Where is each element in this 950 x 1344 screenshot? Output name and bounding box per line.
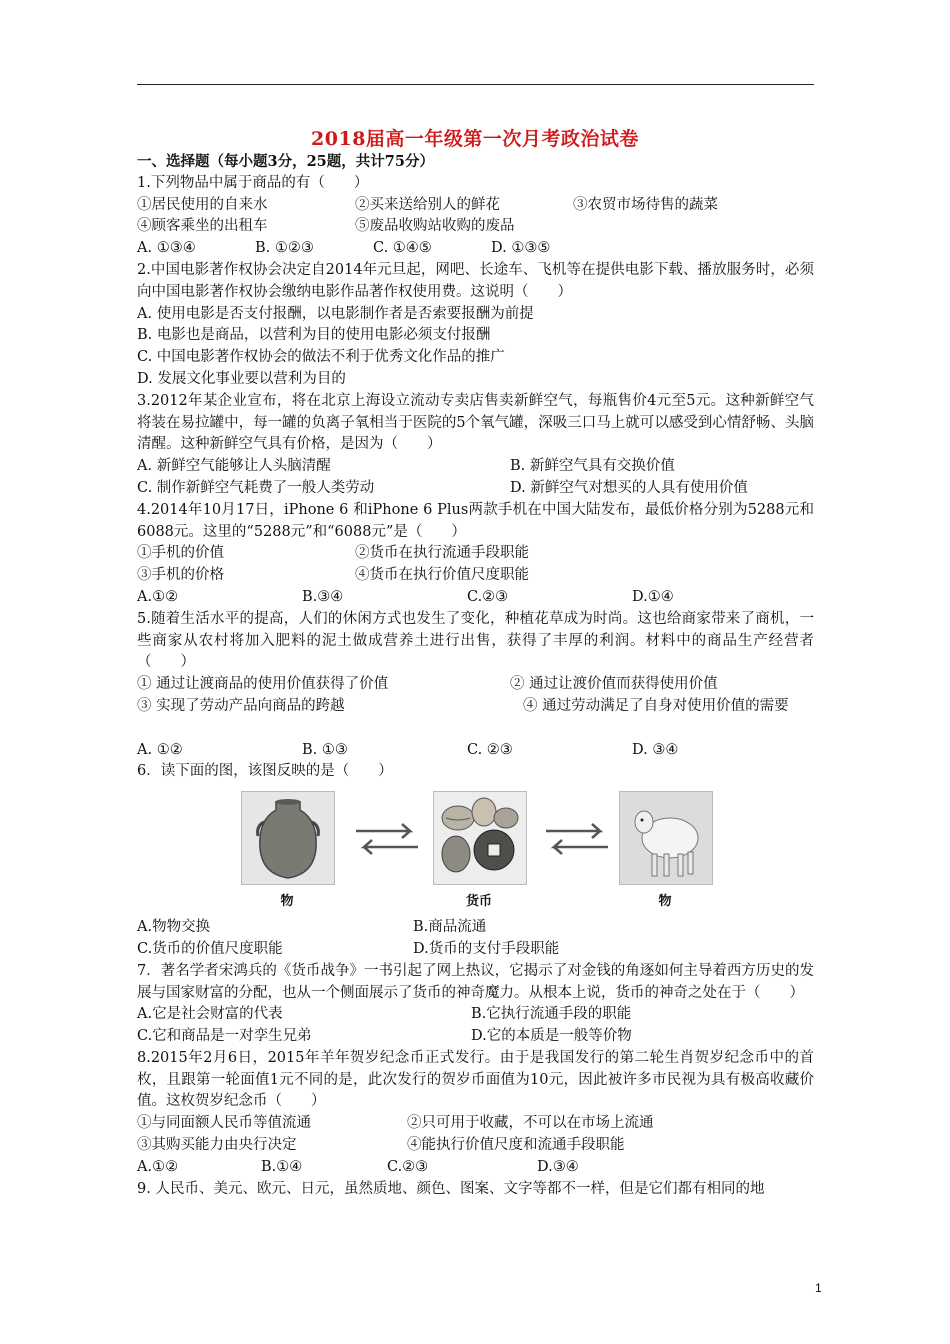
q8-answer-c: C.②③: [387, 1158, 429, 1175]
q1-option-4: ④顾客乘坐的出租车: [137, 218, 268, 235]
q1-options-row1: [137, 195, 814, 217]
q8-answer-d: D.③④: [537, 1158, 579, 1175]
q5-option-2: ② 通过让渡价值而获得使用价值: [510, 676, 718, 693]
jar-icon: [242, 792, 334, 884]
q5-option-3: ③ 实现了劳动产品向商品的跨越: [137, 697, 345, 714]
q7-answer-a: A.它是社会财富的代表: [137, 1006, 283, 1023]
q8-options-row1: [137, 1113, 814, 1135]
q5-stem: 5.随着生活水平的提高，人们的休闲方式也发生了变化，种植花草成为时尚。这也给商家带来了商机，一些商家从农村将加入肥料的泥土做成营养土进行出售，获得了丰厚的利润。材料中的商品生产经营者（ ）: [137, 610, 814, 671]
q1-stem: 1.下列物品中属于商品的有（ ）: [137, 174, 369, 191]
q5-answer-b: B. ①③: [302, 741, 348, 758]
q1-option-2: ②买来送给别人的鲜花: [355, 196, 500, 213]
q4-option-4: ④货币在执行价值尺度职能: [355, 567, 529, 584]
q8-option-2: ②只可用于收藏，不可以在市场上流通: [407, 1115, 654, 1132]
q1-answer-a: A. ①③④: [137, 240, 196, 257]
q4-answer-a: A.①②: [137, 588, 179, 605]
q4-answer-d: D.①④: [632, 588, 674, 605]
q3-answer-b: B. 新鲜空气具有交换价值: [510, 458, 675, 475]
money-image: [433, 791, 527, 885]
exchange-arrows-left-icon: [352, 819, 422, 859]
jar-image: [241, 791, 335, 885]
q8-option-4: ④能执行价值尺度和流通手段职能: [407, 1137, 625, 1154]
q1-option-5: ⑤废品收购站收购的废品: [355, 218, 515, 235]
q5-answer-d: D. ③④: [632, 741, 679, 758]
q2-answer-a: A. 使用电影是否支付报酬，以电影制作者是否索要报酬为前提: [137, 305, 534, 322]
q6-answer-b: B.商品流通: [413, 919, 487, 936]
page-number: 1: [815, 1281, 822, 1295]
q8-options-row2: [137, 1135, 814, 1157]
q5-options-row1: [137, 674, 814, 696]
q8-answers: [137, 1157, 814, 1179]
sheep-image: [619, 791, 713, 885]
q5-option-4: ④ 通过劳动满足了自身对使用价值的需要: [523, 697, 789, 714]
q4-answer-b: B.③④: [302, 588, 344, 605]
q1-answer-c: C. ①④⑤: [373, 240, 432, 257]
header-rule: [137, 84, 814, 85]
section-heading: 一、选择题（每小题3分，25题，共计75分）: [137, 153, 434, 170]
q4-option-1: ①手机的价值: [137, 545, 224, 562]
q5-option-1: ① 通过让渡商品的使用价值获得了价值: [137, 676, 389, 693]
q3-answer-c: C. 制作新鲜空气耗费了一般人类劳动: [137, 479, 375, 496]
q4-answers: [137, 587, 814, 609]
q4-option-2: ②货币在执行流通手段职能: [355, 545, 529, 562]
q1-options-row2: [137, 216, 814, 238]
q5-answer-a: A. ①②: [137, 741, 183, 758]
q8-answer-b: B.①④: [261, 1158, 303, 1175]
q6-answers-row2: [137, 939, 814, 961]
q1-option-1: ①居民使用的自来水: [137, 196, 268, 213]
q2-answer-c: C. 中国电影著作权协会的做法不利于优秀文化作品的推广: [137, 349, 505, 366]
q1-option-3: ③农贸市场待售的蔬菜: [573, 196, 718, 213]
q5-answers: [137, 740, 814, 762]
q2-stem: 2.中国电影著作权协会决定自2014年元旦起，网吧、长途车、飞机等在提供电影下载、播放服务时，必须向中国电影著作权协会缴纳电影作品著作权使用费。这说明（ ）: [137, 261, 814, 300]
q8-stem: 8.2015年2月6日，2015年羊年贺岁纪念币正式发行。由于是我国发行的第二轮生肖贺岁纪念币中的首枚，且跟第一轮面值1元不同的是，此次发行的贺岁币面值为10元，因此被许多市民视为具有极高收藏价值。这枚贺岁纪念币（ ）: [137, 1049, 814, 1110]
q7-answer-d: D.它的本质是一般等价物: [471, 1028, 632, 1045]
q6-stem: 6．读下面的图，该图反映的是（ ）: [137, 763, 393, 780]
q3-answers-row1: [137, 456, 814, 478]
q1-answer-d: D. ①③⑤: [491, 240, 551, 257]
q1-answers: [137, 238, 814, 260]
q6-answer-c: C.货币的价值尺度职能: [137, 940, 283, 957]
q8-option-1: ①与同面额人民币等值流通: [137, 1115, 311, 1132]
q4-answer-c: C.②③: [467, 588, 509, 605]
page-title: 2018届高一年级第一次月考政治试卷: [311, 128, 639, 150]
q8-answer-a: A.①②: [137, 1158, 179, 1175]
q5-answer-c: C. ②③: [467, 741, 513, 758]
q7-answers-row2: [137, 1026, 814, 1048]
q7-answers-row1: [137, 1004, 814, 1026]
q3-answers-row2: [137, 478, 814, 500]
sheep-icon: [620, 792, 712, 884]
q7-answer-b: B.它执行流通手段的职能: [471, 1006, 632, 1023]
q6-answer-a: A.物物交换: [137, 919, 211, 936]
q3-answer-d: D. 新鲜空气对想买的人具有使用价值: [510, 479, 748, 496]
q4-option-3: ③手机的价格: [137, 567, 224, 584]
q7-stem: 7．著名学者宋鸿兵的《货币战争》一书引起了网上热议，它揭示了对金钱的角逐如何主导着西方历史的发展与国家财富的分配，也从一个侧面展示了货币的神奇魔力。从根本上说，货币的神奇之处在于（ ）: [137, 962, 814, 1001]
q3-stem: 3.2012年某企业宣布，将在北京上海设立流动专卖店售卖新鲜空气，每瓶售价4元至5元。这种新鲜空气将装在易拉罐中，每一罐的负离子氧相当于医院的5个氧气罐，深吸三口马上就可以感受到心情舒畅、头脑清醒。这种新鲜空气具有价格，是因为（ ）: [137, 392, 814, 453]
exam-content: [137, 151, 814, 1200]
q6-answer-d: D.货币的支付手段职能: [413, 940, 560, 957]
figure-label-goods-right: 物: [658, 894, 672, 910]
q4-options-row1: [137, 543, 814, 565]
q9-stem: 9. 人民币、美元、欧元、日元，虽然质地、颜色、图案、文字等都不一样，但是它们都有相同的地: [137, 1180, 765, 1197]
q7-answer-c: C.它和商品是一对孪生兄弟: [137, 1028, 312, 1045]
q4-stem: 4.2014年10月17日，iPhone 6 和iPhone 6 Plus两款手机在中国大陆发布，最低价格分别为5288元和6088元。这里的“5288元”和“6088元”是（ ）: [137, 501, 814, 540]
q2-answer-b: B. 电影也是商品，以营利为目的使用电影必须支付报酬: [137, 327, 491, 344]
q2-answer-d: D. 发展文化事业要以营利为目的: [137, 370, 346, 387]
q3-answer-a: A. 新鲜空气能够让人头脑清醒: [137, 458, 331, 475]
coins-shells-icon: [434, 792, 526, 884]
exchange-arrows-right-icon: [542, 819, 612, 859]
q8-option-3: ③其购买能力由央行决定: [137, 1137, 297, 1154]
q1-answer-b: B. ①②③: [255, 240, 314, 257]
q6-answers-row1: [137, 917, 814, 939]
q6-exchange-figure: [137, 787, 814, 915]
figure-label-money: 货币: [465, 894, 492, 910]
figure-label-goods-left: 物: [280, 894, 294, 910]
q4-options-row2: [137, 565, 814, 587]
